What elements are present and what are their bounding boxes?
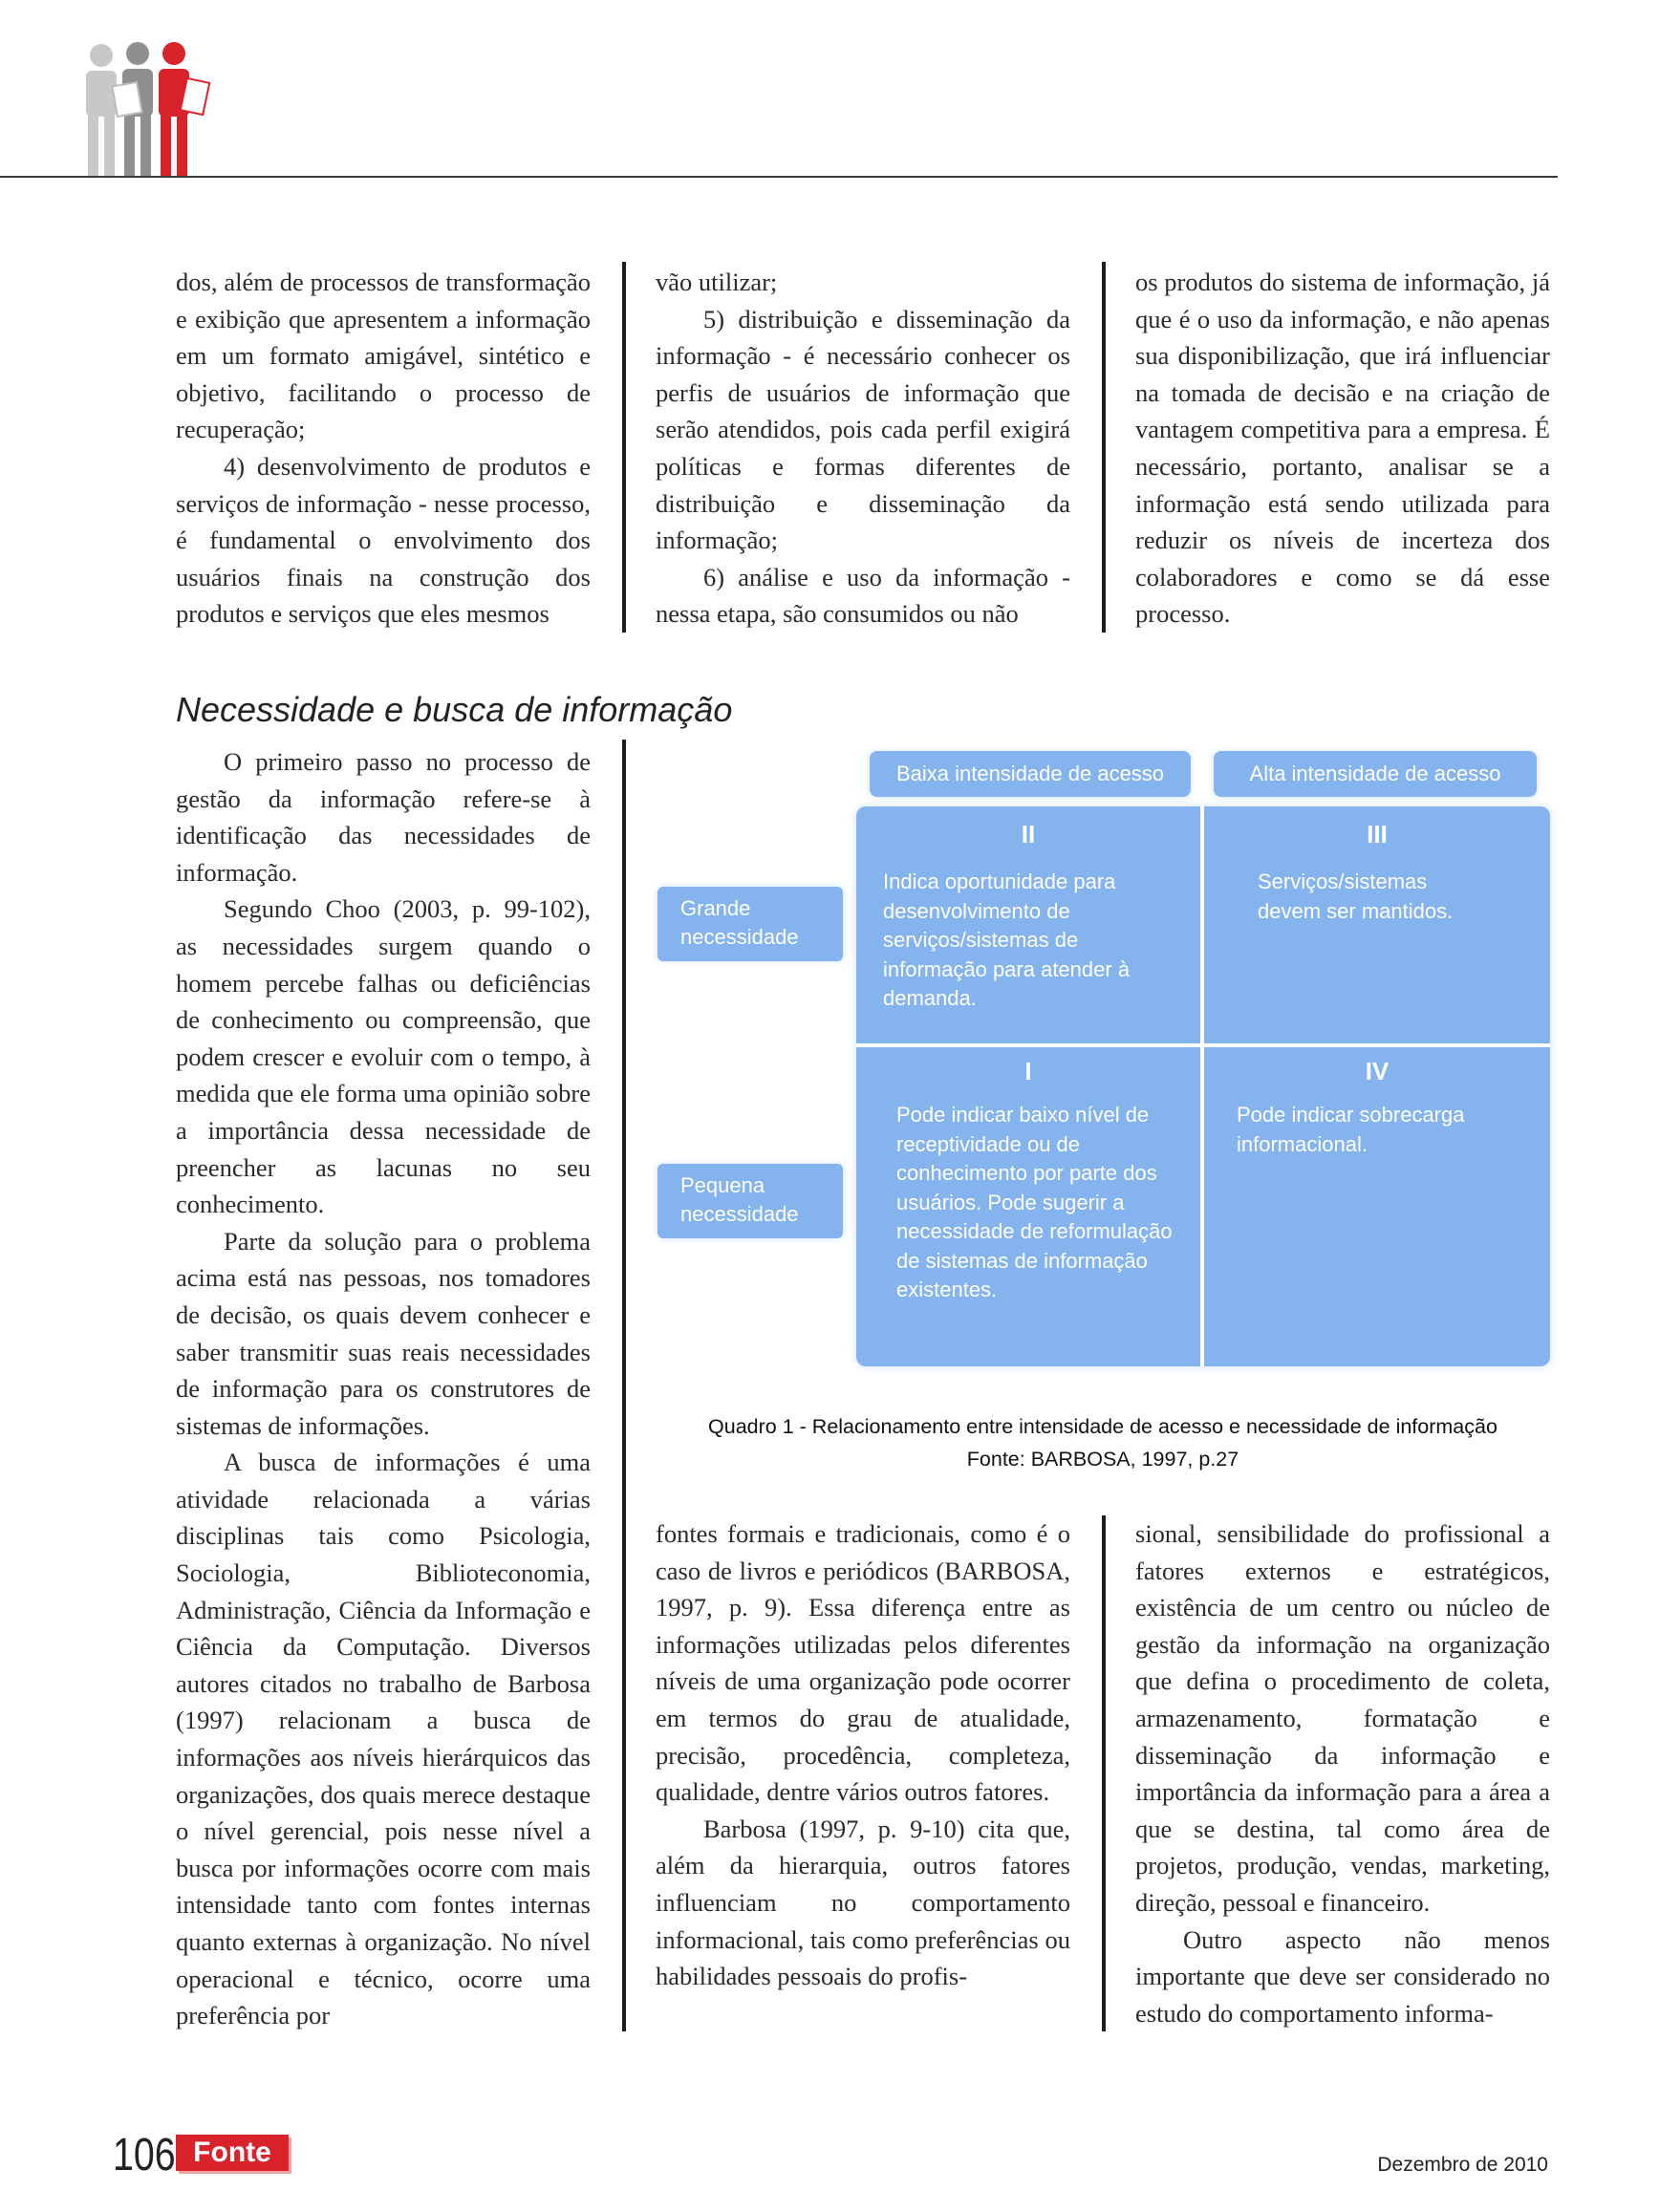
- paragraph: vão utilizar;: [656, 268, 778, 296]
- column-divider: [1102, 1515, 1106, 2031]
- quadrant-text-iii: Serviços/sistemas devem ser mantidos.: [1258, 870, 1454, 923]
- caption-source: Fonte: BARBOSA, 1997, p.27: [966, 1448, 1239, 1471]
- right-column: [1135, 1515, 1550, 2031]
- figure-caption: [654, 1410, 1552, 1475]
- quadrant-numeral-i: I: [1024, 1057, 1032, 1085]
- paragraph: Segundo Choo (2003, p. 99-102), as necessidades surgem quando o homem percebe falhas ou deficiências de conhecimento ou compreensão, que podem crescer e evoluir com o tempo, à medida que ele forma uma opinião sobre a importância dessa necessidade de preencher as lacunas no seu conhecimento.: [176, 894, 591, 1219]
- paragraph: O primeiro passo no processo de gestão da informação refere-se à identificação das necessidades de informação.: [176, 747, 591, 887]
- column-header-high-access: Alta intensidade de acesso: [1214, 751, 1537, 797]
- quadrant-text-i: Pode indicar baixo nível de receptividade ou de conhecimento por parte dos usuários. Pode sugerir a necessidade de reformulação de sistemas de informação existentes.: [896, 1103, 1173, 1301]
- quadrant-numeral-iv: IV: [1365, 1057, 1390, 1085]
- paragraph: Barbosa (1997, p. 9-10) cita que, além da hierarquia, outros fatores influenciam no comportamento informacional, tais como preferências ou habilidades pessoais do profis-: [656, 1814, 1070, 1991]
- issue-date: Dezembro de 2010: [1377, 2154, 1548, 2176]
- middle-column: [656, 1515, 1070, 1995]
- people-figures-icon: [78, 42, 222, 178]
- paragraph: A busca de informações é uma atividade relacionada a várias disciplinas tais como Psicologia, Sociologia, Biblioteconomia, Administração, Ciência da Informação e Ciência da Computação. Diversos autores citados no trabalho de Barbosa (1997) relacionam a busca de informações aos níveis hierárquicos das organizações, dos quais merece destaque o nível gerencial, pois nesse nível a busca por informações ocorre com mais intensidade tanto com fontes internas quanto externas à organização. No nível operacional e técnico, ocorre uma preferência por: [176, 1448, 591, 2030]
- top-column-3: [1135, 264, 1550, 633]
- paragraph: Parte da solução para o problema acima está nas pessoas, nos tomadores de decisão, os quais devem conhecer e saber transmitir suas reais necessidades de informação para os construtores de sistemas de informações.: [176, 1226, 591, 1440]
- paragraph: 5) distribuição e disseminação da informação - é necessário conhecer os perfis de usuários de informação que serão atendidos, pois cada perfil exigirá políticas e formas diferentes de distribuição e disseminação da informação;: [656, 304, 1070, 555]
- top-column-1: [176, 264, 591, 633]
- column-header-low-access: Baixa intensidade de acesso: [870, 751, 1191, 797]
- quadrant-text-iv: Pode indicar sobrecarga informacional.: [1237, 1103, 1465, 1156]
- top-column-2: [656, 264, 1070, 633]
- grid-divider: [1200, 806, 1204, 1366]
- header-rule: [0, 176, 1558, 178]
- page-number: 106: [113, 2130, 176, 2180]
- quadrant-text-ii: Indica oportunidade para desenvolvimento de serviços/sistemas de informação para atender à demanda.: [883, 870, 1131, 1010]
- paragraph: Outro aspecto não menos importante que deve ser considerado no estudo do comportamento informa-: [1135, 1924, 1550, 2028]
- column-divider: [622, 740, 626, 2031]
- paragraph: os produtos do sistema de informação, já que é o uso da informação, e não apenas sua disponibilização, que irá influenciar na tomada de decisão e na criação de vantagem competitiva para a empresa. É necessário, portanto, analisar se a informação está sendo utilizada para reduzir os níveis de incerteza dos colaboradores e como se dá esse processo.: [1135, 268, 1550, 629]
- paragraph: sional, sensibilidade do profissional a fatores externos e estratégicos, existência de um centro ou núcleo de gestão da informação na organização que defina o procedimento de coleta, armazenamento, formatação e disseminação da informação e importância da informação para a área a que se destina, tal como área de projetos, produção, vendas, marketing, direção, pessoal e financeiro.: [1135, 1519, 1550, 1917]
- quadrant-numeral-ii: II: [1021, 820, 1036, 848]
- caption-title: Quadro 1 - Relacionamento entre intensidade de acesso e necessidade de informação: [708, 1415, 1497, 1438]
- quadro-figure: [654, 740, 1552, 1366]
- paragraph: fontes formais e tradicionais, como é o caso de livros e periódicos (BARBOSA, 1997, p. 9). Essa diferença entre as informações utilizadas pelos diferentes níveis de uma organização pode ocorrer em termos do grau de atualidade, precisão, procedência, completeza, qualidade, dentre vários outros fatores.: [656, 1519, 1070, 1807]
- row-header-high-need: Grande necessidade: [657, 887, 843, 961]
- paragraph: 4) desenvolvimento de produtos e serviços de informação - nesse processo, é fundamental o envolvimento dos usuários finais na construção dos produtos e serviços que eles mesmos: [176, 451, 591, 629]
- column-divider: [1102, 262, 1106, 633]
- column-divider: [622, 262, 626, 633]
- quadrant-numeral-iii: III: [1367, 820, 1388, 848]
- brand-logo: Fonte: [176, 2135, 289, 2171]
- paragraph: 6) análise e uso da informação - nessa etapa, são consumidos ou não: [656, 562, 1070, 629]
- paragraph: dos, além de processos de transformação e exibição que apresentem a informação em um formato amigável, sintético e objetivo, facilitando o processo de recuperação;: [176, 268, 591, 444]
- section-heading: Necessidade e busca de informação: [176, 690, 733, 729]
- left-column: [176, 743, 591, 2034]
- row-header-low-need: Pequena necessidade: [657, 1164, 843, 1238]
